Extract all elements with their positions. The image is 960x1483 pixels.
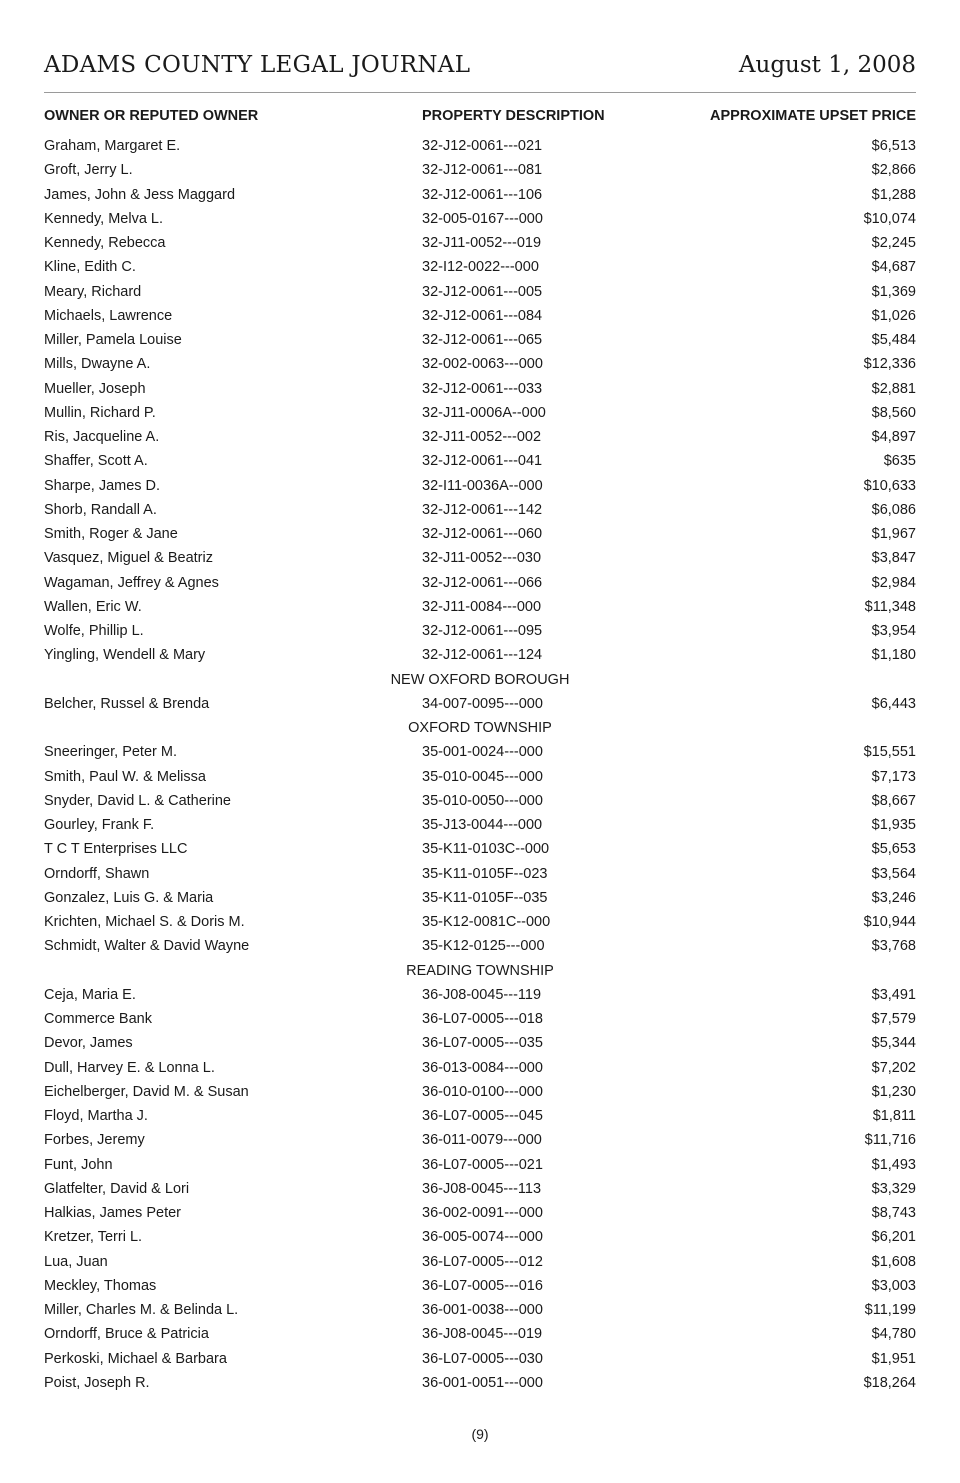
- owner-name: Meckley, Thomas: [44, 1277, 157, 1294]
- owner-name: Poist, Joseph R.: [44, 1374, 150, 1391]
- owner-name: Miller, Charles M. & Belinda L.: [44, 1302, 239, 1318]
- property-id: 36-011-0079---000: [422, 1132, 542, 1149]
- upset-price: $4,780: [871, 1326, 916, 1343]
- table-row: [44, 1250, 916, 1274]
- upset-price: $18,264: [863, 1374, 916, 1391]
- upset-price: $8,560: [871, 404, 916, 421]
- table-row: [44, 449, 916, 473]
- owner-name: Shorb, Randall A.: [44, 501, 157, 518]
- owner-name: Floyd, Martha J.: [44, 1108, 148, 1124]
- owner-name: Yingling, Wendell & Mary: [44, 647, 206, 664]
- upset-price: $7,202: [871, 1059, 916, 1076]
- owner-name: Kennedy, Melva L.: [44, 210, 164, 227]
- owner-name: Gourley, Frank F.: [44, 817, 155, 833]
- table-row: [44, 643, 916, 667]
- table-row: [44, 837, 916, 861]
- owner-name: Devor, James: [44, 1035, 133, 1052]
- property-id: 36-013-0084---000: [422, 1059, 543, 1076]
- upset-price: $1,951: [871, 1350, 916, 1367]
- owner-name: Lua, Juan: [44, 1253, 108, 1270]
- owner-name: Krichten, Michael S. & Doris M.: [44, 914, 245, 930]
- table-row: [44, 134, 916, 158]
- table-row: [44, 546, 916, 570]
- upset-price: $11,348: [864, 598, 916, 615]
- property-id: 32-I11-0036A--000: [422, 477, 543, 494]
- upset-price: $15,551: [863, 744, 916, 761]
- page-header: [44, 50, 916, 93]
- table-row: [44, 1347, 916, 1371]
- property-id: 32-002-0063---000: [422, 356, 543, 373]
- property-id: 32-J11-0084---000: [422, 598, 542, 615]
- property-id: 32-J12-0061---033: [422, 380, 543, 397]
- table-row: [44, 934, 916, 958]
- upset-price: $8,667: [871, 792, 916, 809]
- property-id: 32-J12-0061---081: [422, 162, 543, 179]
- property-id: 32-J12-0061---021: [422, 138, 543, 154]
- property-id: 32-005-0167---000: [422, 210, 543, 227]
- table-row: [44, 1201, 916, 1225]
- table-row: [44, 1322, 916, 1346]
- property-id: 32-I12-0022---000: [422, 259, 539, 276]
- property-id: 36-L07-0005---030: [422, 1350, 543, 1367]
- table-row: [44, 377, 916, 401]
- table-row: [44, 1274, 916, 1298]
- property-id: 36-001-0038---000: [422, 1302, 543, 1318]
- owner-name: Groft, Jerry L.: [44, 162, 133, 179]
- property-id: 36-J08-0045---019: [422, 1326, 543, 1343]
- property-id: 32-J12-0061---084: [422, 307, 543, 324]
- upset-price: $3,768: [871, 938, 916, 955]
- table-row: [44, 425, 916, 449]
- section-heading: NEW OXFORD BOROUGH: [390, 671, 570, 688]
- owner-name: Wagaman, Jeffrey & Agnes: [44, 574, 219, 591]
- table-row: [44, 619, 916, 643]
- owner-name: Ceja, Maria E.: [44, 986, 136, 1003]
- table-row: [44, 280, 916, 304]
- upset-price: $1,369: [871, 283, 916, 300]
- property-id: 36-L07-0005---021: [422, 1156, 543, 1173]
- property-id: 36-001-0051---000: [422, 1374, 543, 1391]
- property-id: 35-K12-0081C--000: [422, 914, 551, 930]
- upset-price: $6,513: [871, 138, 916, 154]
- upset-price: $2,881: [871, 380, 916, 397]
- owner-name: Perkoski, Michael & Barbara: [44, 1350, 227, 1367]
- property-id: 35-001-0024---000: [422, 744, 543, 761]
- table-row: [44, 1371, 916, 1395]
- owner-name: Miller, Pamela Louise: [44, 332, 182, 348]
- owner-name: Kretzer, Terri L.: [44, 1229, 143, 1246]
- owner-name: T C T Enterprises LLC: [44, 841, 188, 858]
- table-row: [44, 158, 916, 182]
- owner-name: Kline, Edith C.: [44, 259, 136, 276]
- upset-price: $1,967: [871, 526, 916, 542]
- table-row: [44, 1080, 916, 1104]
- property-listing: [44, 134, 916, 1395]
- property-id: 32-J12-0061---041: [422, 453, 543, 470]
- table-row: [44, 1225, 916, 1249]
- upset-price: $3,329: [871, 1180, 916, 1197]
- table-row: [44, 740, 916, 764]
- owner-name: Glatfelter, David & Lori: [44, 1180, 190, 1197]
- column-headers: [44, 108, 916, 126]
- section-heading: READING TOWNSHIP: [406, 962, 554, 979]
- owner-name: Meary, Richard: [44, 283, 142, 300]
- table-row: [44, 183, 916, 207]
- property-column-header: PROPERTY DESCRIPTION: [422, 108, 605, 124]
- table-row: [44, 474, 916, 498]
- section-heading-row: [44, 668, 916, 692]
- table-row: [44, 886, 916, 910]
- table-row: [44, 983, 916, 1007]
- owner-name: Orndorff, Shawn: [44, 865, 150, 882]
- upset-price: $1,288: [871, 186, 916, 203]
- journal-title: ADAMS COUNTY LEGAL JOURNAL: [44, 52, 471, 78]
- property-id: 32-J11-0052---002: [422, 429, 542, 445]
- owner-name: Ris, Jacqueline A.: [44, 429, 160, 445]
- upset-price: $5,344: [871, 1035, 916, 1052]
- upset-price: $3,003: [871, 1277, 916, 1294]
- upset-price: $1,493: [871, 1156, 916, 1173]
- owner-name: Eichelberger, David M. & Susan: [44, 1083, 249, 1100]
- property-id: 36-005-0074---000: [422, 1229, 543, 1246]
- property-id: 32-J12-0061---095: [422, 623, 543, 639]
- property-id: 32-J12-0061---142: [422, 501, 543, 518]
- property-id: 36-002-0091---000: [422, 1205, 543, 1221]
- section-heading: OXFORD TOWNSHIP: [408, 720, 552, 736]
- owner-name: Schmidt, Walter & David Wayne: [44, 938, 250, 955]
- table-row: [44, 304, 916, 328]
- table-row: [44, 522, 916, 546]
- upset-price: $6,086: [871, 501, 916, 518]
- table-row: [44, 498, 916, 522]
- upset-price: $10,633: [863, 477, 916, 494]
- upset-price: $2,245: [871, 235, 916, 251]
- owner-column-header: OWNER OR REPUTED OWNER: [44, 108, 259, 124]
- upset-price: $3,491: [871, 986, 916, 1003]
- owner-name: Orndorff, Bruce & Patricia: [44, 1326, 209, 1343]
- upset-price: $635: [883, 453, 916, 470]
- upset-price: $1,608: [871, 1253, 916, 1270]
- property-id: 32-J12-0061---124: [422, 647, 543, 664]
- section-heading-row: [44, 959, 916, 983]
- property-id: 35-010-0050---000: [422, 792, 543, 809]
- upset-price: $2,866: [871, 162, 916, 179]
- upset-price: $6,443: [871, 695, 916, 712]
- page-number: (9): [471, 1426, 489, 1442]
- property-id: 35-K11-0103C--000: [422, 841, 550, 858]
- owner-name: Forbes, Jeremy: [44, 1132, 145, 1149]
- table-row: [44, 1056, 916, 1080]
- property-id: 34-007-0095---000: [422, 695, 543, 712]
- table-row: [44, 1104, 916, 1128]
- owner-name: Wallen, Eric W.: [44, 598, 142, 615]
- upset-price: $6,201: [871, 1229, 916, 1246]
- property-id: 32-J12-0061---005: [422, 283, 543, 300]
- upset-price: $7,173: [871, 768, 916, 785]
- table-row: [44, 789, 916, 813]
- owner-name: Gonzalez, Luis G. & Maria: [44, 889, 214, 906]
- owner-name: Mills, Dwayne A.: [44, 356, 151, 373]
- property-id: 35-K12-0125---000: [422, 938, 545, 955]
- property-id: 36-L07-0005---016: [422, 1277, 543, 1294]
- table-row: [44, 765, 916, 789]
- owner-name: Smith, Paul W. & Melissa: [44, 768, 206, 785]
- owner-name: Smith, Roger & Jane: [44, 526, 178, 542]
- property-id: 36-L07-0005---012: [422, 1253, 543, 1270]
- upset-price: $3,246: [871, 889, 916, 906]
- property-id: 36-010-0100---000: [422, 1083, 543, 1100]
- owner-name: Wolfe, Phillip L.: [44, 623, 144, 639]
- upset-price: $12,336: [863, 356, 916, 373]
- table-row: [44, 1007, 916, 1031]
- owner-name: Dull, Harvey E. & Lonna L.: [44, 1059, 215, 1076]
- property-id: 32-J11-0052---030: [422, 550, 542, 567]
- property-id: 32-J12-0061---065: [422, 332, 543, 348]
- property-id: 32-J11-0052---019: [422, 235, 542, 251]
- table-row: [44, 1177, 916, 1201]
- owner-name: Commerce Bank: [44, 1011, 152, 1027]
- upset-price: $3,564: [871, 865, 916, 882]
- table-row: [44, 1128, 916, 1152]
- table-row: [44, 231, 916, 255]
- table-row: [44, 910, 916, 934]
- property-id: 35-K11-0105F--023: [422, 865, 548, 882]
- upset-price: $4,897: [871, 429, 916, 445]
- table-row: [44, 692, 916, 716]
- table-row: [44, 401, 916, 425]
- owner-name: Belcher, Russel & Brenda: [44, 695, 210, 712]
- table-row: [44, 813, 916, 837]
- owner-name: Funt, John: [44, 1156, 113, 1173]
- table-row: [44, 595, 916, 619]
- property-id: 36-J08-0045---119: [422, 986, 542, 1003]
- owner-name: Sharpe, James D.: [44, 477, 161, 494]
- table-row: [44, 328, 916, 352]
- owner-name: Vasquez, Miguel & Beatriz: [44, 550, 213, 567]
- property-id: 32-J12-0061---060: [422, 526, 543, 542]
- upset-price: $5,484: [871, 332, 916, 348]
- table-row: [44, 1153, 916, 1177]
- upset-price: $11,716: [864, 1132, 916, 1149]
- upset-price: $1,811: [872, 1108, 916, 1124]
- table-row: [44, 207, 916, 231]
- owner-name: Michaels, Lawrence: [44, 307, 173, 324]
- issue-date: August 1, 2008: [738, 52, 916, 78]
- table-row: [44, 255, 916, 279]
- property-id: 36-J08-0045---113: [422, 1180, 542, 1197]
- owner-name: Mullin, Richard P.: [44, 404, 156, 421]
- upset-price: $11,199: [864, 1302, 916, 1318]
- upset-price: $4,687: [871, 259, 916, 276]
- price-column-header: APPROXIMATE UPSET PRICE: [710, 108, 916, 124]
- owner-name: Mueller, Joseph: [44, 380, 146, 397]
- upset-price: $5,653: [871, 841, 916, 858]
- owner-name: Halkias, James Peter: [44, 1205, 181, 1221]
- upset-price: $10,074: [863, 210, 916, 227]
- owner-name: Graham, Margaret E.: [44, 138, 181, 154]
- section-heading-row: [44, 716, 916, 740]
- property-id: 32-J12-0061---106: [422, 186, 543, 203]
- property-id: 35-K11-0105F--035: [422, 889, 548, 906]
- upset-price: $7,579: [871, 1011, 916, 1027]
- property-id: 36-L07-0005---045: [422, 1108, 543, 1124]
- owner-name: James, John & Jess Maggard: [44, 186, 236, 203]
- upset-price: $8,743: [871, 1205, 916, 1221]
- table-row: [44, 1298, 916, 1322]
- table-row: [44, 862, 916, 886]
- table-row: [44, 1031, 916, 1055]
- table-row: [44, 571, 916, 595]
- property-id: 36-L07-0005---035: [422, 1035, 543, 1052]
- property-id: 36-L07-0005---018: [422, 1011, 543, 1027]
- upset-price: $1,180: [871, 647, 916, 664]
- upset-price: $2,984: [871, 574, 916, 591]
- owner-name: Kennedy, Rebecca: [44, 235, 166, 251]
- property-id: 35-J13-0044---000: [422, 817, 543, 833]
- upset-price: $10,944: [863, 914, 916, 930]
- upset-price: $1,230: [871, 1083, 916, 1100]
- upset-price: $1,935: [871, 817, 916, 833]
- owner-name: Shaffer, Scott A.: [44, 453, 148, 470]
- upset-price: $3,954: [871, 623, 916, 639]
- upset-price: $1,026: [871, 307, 916, 324]
- owner-name: Sneeringer, Peter M.: [44, 744, 177, 761]
- property-id: 32-J11-0006A--000: [422, 404, 546, 421]
- upset-price: $3,847: [871, 550, 916, 567]
- property-id: 35-010-0045---000: [422, 768, 543, 785]
- table-row: [44, 352, 916, 376]
- property-id: 32-J12-0061---066: [422, 574, 543, 591]
- owner-name: Snyder, David L. & Catherine: [44, 792, 231, 809]
